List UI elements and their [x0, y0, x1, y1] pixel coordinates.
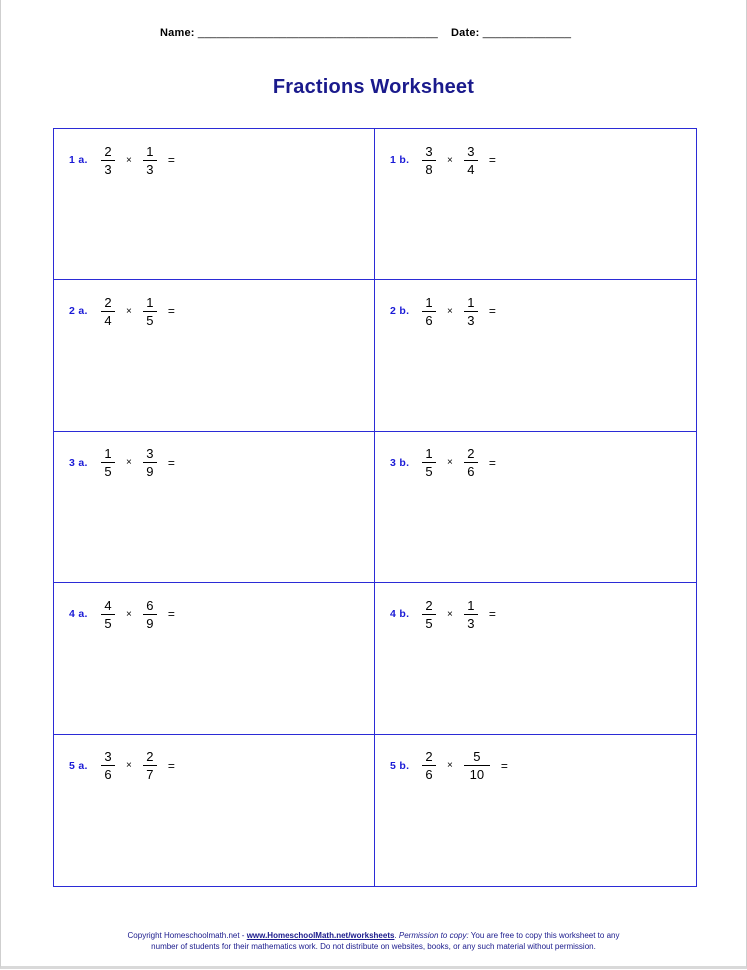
- fraction-bar: [143, 160, 157, 161]
- times-sign: ×: [126, 457, 132, 469]
- denominator: 5: [425, 615, 433, 631]
- fraction-b: [462, 446, 480, 479]
- numerator: 4: [104, 597, 112, 613]
- fraction-bar: [422, 614, 436, 615]
- numerator: 1: [425, 446, 433, 462]
- fraction-b: [141, 749, 159, 782]
- footer-permission-text: You are free to copy this worksheet to any: [468, 931, 620, 940]
- fraction-a: [420, 446, 438, 479]
- denominator: 3: [146, 161, 154, 177]
- date-label: Date:: [451, 27, 480, 39]
- fraction-bar: [464, 311, 478, 312]
- problem-label: 2 a.: [69, 305, 88, 318]
- fraction-bar: [143, 614, 157, 615]
- fraction-b: [141, 598, 159, 631]
- fraction-bar: [422, 311, 436, 312]
- problem: [69, 749, 175, 783]
- equals-sign: =: [167, 455, 175, 470]
- numerator: 2: [425, 749, 433, 765]
- problem: [69, 597, 175, 631]
- problem-cell: [54, 735, 375, 886]
- fraction-b: [141, 144, 159, 177]
- numerator: 6: [146, 597, 154, 613]
- times-sign: ×: [126, 760, 132, 772]
- header-line: [160, 27, 571, 39]
- numerator: 2: [104, 143, 112, 159]
- equals-sign: =: [488, 153, 496, 167]
- fraction-bar: [464, 462, 478, 463]
- numerator: 1: [467, 597, 475, 613]
- footer: [0, 931, 747, 952]
- problem-label: 3 b.: [390, 456, 410, 469]
- denominator: 6: [425, 767, 433, 783]
- fraction-bar: [464, 765, 490, 766]
- denominator: 5: [104, 464, 112, 480]
- problem-cell: [54, 280, 375, 431]
- equals-sign: =: [488, 455, 496, 470]
- denominator: 5: [146, 312, 154, 328]
- fraction-a: [420, 144, 438, 177]
- footer-line-2: number of students for their mathematics work. Do not distribute on websites, books, or any such material without permission.: [151, 941, 596, 951]
- problem: [69, 446, 175, 480]
- equals-sign: =: [167, 607, 175, 622]
- fraction-bar: [464, 614, 478, 615]
- problem-label: 5 a.: [69, 759, 88, 772]
- fraction-bar: [422, 462, 436, 463]
- problem: [390, 597, 496, 631]
- numerator: 2: [104, 294, 112, 310]
- problem-cell: [54, 432, 375, 583]
- times-sign: ×: [447, 305, 453, 317]
- fraction-a: [99, 598, 117, 631]
- problem-cell: [375, 432, 696, 583]
- numerator: 5: [473, 749, 481, 765]
- problem: [69, 143, 175, 177]
- problem: [390, 749, 508, 783]
- equals-sign: =: [488, 607, 496, 622]
- fraction-bar: [143, 311, 157, 312]
- denominator: 9: [146, 615, 154, 631]
- denominator: 4: [104, 312, 112, 328]
- problem: [69, 294, 175, 328]
- fraction-a: [420, 295, 438, 328]
- numerator: 3: [146, 446, 154, 462]
- equals-sign: =: [500, 758, 508, 773]
- problem-cell: [54, 129, 375, 280]
- problem-label: 4 a.: [69, 608, 88, 621]
- problem-label: 3 a.: [69, 456, 88, 469]
- fraction-bar: [101, 765, 115, 766]
- denominator: 5: [425, 464, 433, 480]
- fraction-bar: [422, 765, 436, 766]
- times-sign: ×: [447, 457, 453, 469]
- numerator: 3: [425, 143, 433, 159]
- fraction-bar: [101, 160, 115, 161]
- numerator: 2: [467, 446, 475, 462]
- problem: [390, 446, 496, 480]
- denominator: 10: [469, 767, 485, 783]
- fraction-bar: [101, 614, 115, 615]
- numerator: 2: [146, 749, 154, 765]
- fraction-b: [141, 295, 159, 328]
- numerator: 1: [146, 294, 154, 310]
- denominator: 5: [104, 615, 112, 631]
- denominator: 6: [467, 464, 475, 480]
- problem-cell: [375, 280, 696, 431]
- fraction-a: [99, 749, 117, 782]
- worksheet-title: Fractions Worksheet: [272, 76, 475, 98]
- times-sign: ×: [447, 608, 453, 620]
- date-blank: ______________: [482, 27, 572, 39]
- denominator: 8: [425, 161, 433, 177]
- numerator: 1: [467, 294, 475, 310]
- times-sign: ×: [126, 305, 132, 317]
- problem-cell: [54, 583, 375, 734]
- denominator: 7: [146, 767, 154, 783]
- fraction-bar: [143, 462, 157, 463]
- numerator: 1: [425, 294, 433, 310]
- problem-cell: [375, 129, 696, 280]
- footer-copyright: Copyright Homeschoolmath.net -: [127, 931, 247, 940]
- footer-link[interactable]: www.HomeschoolMath.net/worksheets: [246, 931, 395, 940]
- fraction-a: [99, 446, 117, 479]
- numerator: 1: [104, 446, 112, 462]
- problem-label: 1 b.: [390, 154, 410, 166]
- fraction-bar: [422, 160, 436, 161]
- equals-sign: =: [167, 304, 175, 319]
- problem-cell: [375, 735, 696, 886]
- problem-cell: [375, 583, 696, 734]
- problem-label: 2 b.: [390, 305, 410, 318]
- fraction-b: [462, 295, 480, 328]
- numerator: 2: [425, 597, 433, 613]
- equals-sign: =: [167, 153, 175, 167]
- times-sign: ×: [126, 154, 132, 166]
- problem-grid: [53, 128, 697, 887]
- fraction-b: [462, 598, 480, 631]
- numerator: 3: [104, 749, 112, 765]
- fraction-bar: [101, 311, 115, 312]
- problem: [390, 294, 496, 328]
- denominator: 3: [467, 615, 475, 631]
- problem-label: 1 a.: [69, 154, 88, 166]
- name-blank: ______________________________________: [197, 27, 438, 39]
- problem-label: 5 b.: [390, 759, 410, 772]
- name-label: Name:: [160, 27, 195, 39]
- problem-label: 4 b.: [390, 608, 410, 621]
- denominator: 3: [467, 312, 475, 328]
- fraction-a: [99, 295, 117, 328]
- numerator: 3: [467, 143, 475, 159]
- fraction-bar: [143, 765, 157, 766]
- denominator: 9: [146, 464, 154, 480]
- fraction-a: [420, 749, 438, 782]
- equals-sign: =: [167, 758, 175, 773]
- fraction-b: [462, 144, 480, 177]
- fraction-bar: [464, 160, 478, 161]
- footer-line-1: [0, 931, 747, 942]
- fraction-a: [420, 598, 438, 631]
- denominator: 4: [467, 161, 475, 177]
- fraction-bar: [101, 462, 115, 463]
- fraction-a: [99, 144, 117, 177]
- footer-permission-label: Permission to copy:: [398, 931, 469, 940]
- problem: [390, 143, 496, 177]
- denominator: 6: [425, 312, 433, 328]
- times-sign: ×: [447, 760, 453, 772]
- fraction-b: [462, 749, 492, 782]
- footer-sep: .: [394, 931, 399, 940]
- denominator: 6: [104, 767, 112, 783]
- fraction-b: [141, 446, 159, 479]
- denominator: 3: [104, 161, 112, 177]
- equals-sign: =: [488, 304, 496, 319]
- times-sign: ×: [126, 608, 132, 620]
- numerator: 1: [146, 143, 154, 159]
- times-sign: ×: [447, 154, 453, 166]
